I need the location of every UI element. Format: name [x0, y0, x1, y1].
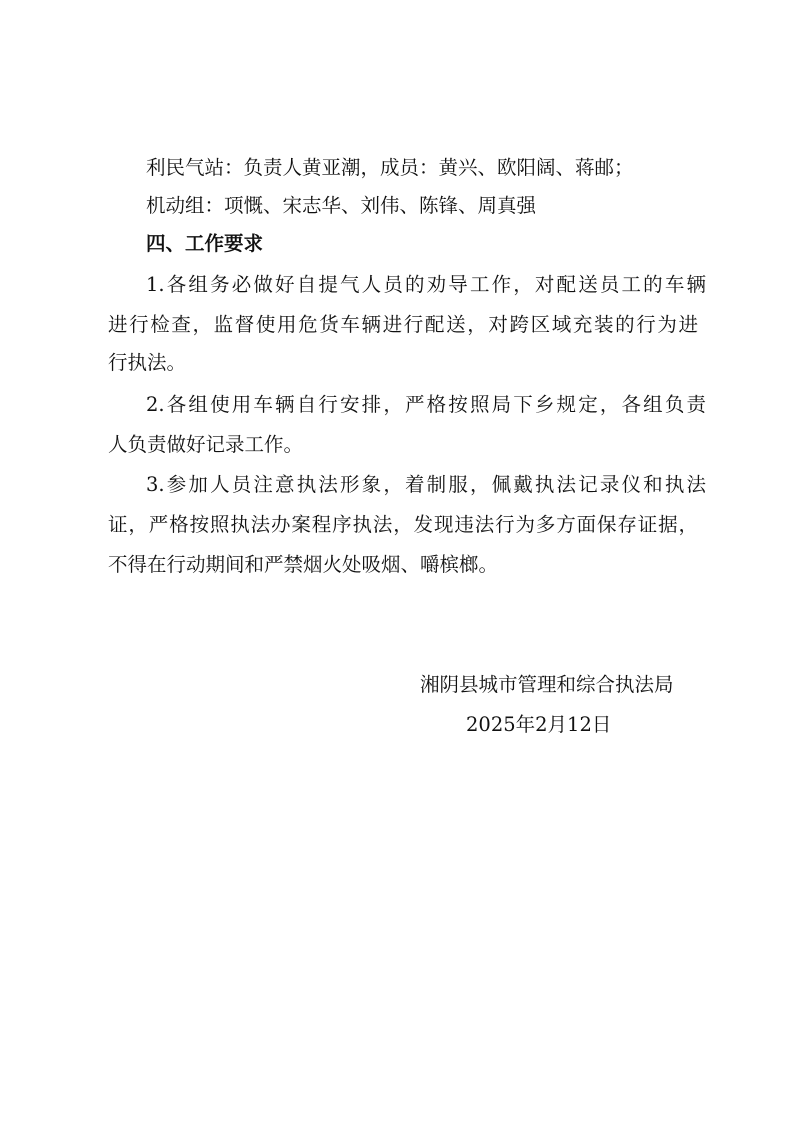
- requirement-1-line-1: 1.各组务必做好自提气人员的劝导工作，对配送员工的车辆: [146, 273, 706, 296]
- requirement-3-line-3: 不得在行动期间和严禁烟火处吸烟、嚼槟榔。: [108, 553, 499, 576]
- issue-date: 2025年2月12日: [466, 713, 612, 736]
- requirement-1-line-2: 进行检查，监督使用危货车辆进行配送，对跨区域充装的行为进: [108, 313, 698, 336]
- requirement-3-line-1: 3.参加人员注意执法形象，着制服，佩戴执法记录仪和执法: [146, 473, 706, 496]
- issuing-organization: 湘阴县城市管理和综合执法局: [420, 673, 674, 696]
- staff-line-mobile-group: 机动组：项慨、宋志华、刘伟、陈锋、周真强: [146, 194, 537, 217]
- requirement-2-line-2: 人负责做好记录工作。: [108, 433, 304, 456]
- staff-line-limin-station: 利民气站：负责人黄亚潮，成员：黄兴、欧阳阔、蒋邮；: [146, 156, 634, 179]
- requirement-3-line-2: 证，严格按照执法办案程序执法，发现违法行为多方面保存证据，: [108, 513, 698, 536]
- section-heading: 四、工作要求: [146, 232, 264, 255]
- requirement-1-line-3: 行执法。: [108, 351, 187, 374]
- requirement-2-line-1: 2.各组使用车辆自行安排，严格按照局下乡规定，各组负责: [146, 393, 706, 416]
